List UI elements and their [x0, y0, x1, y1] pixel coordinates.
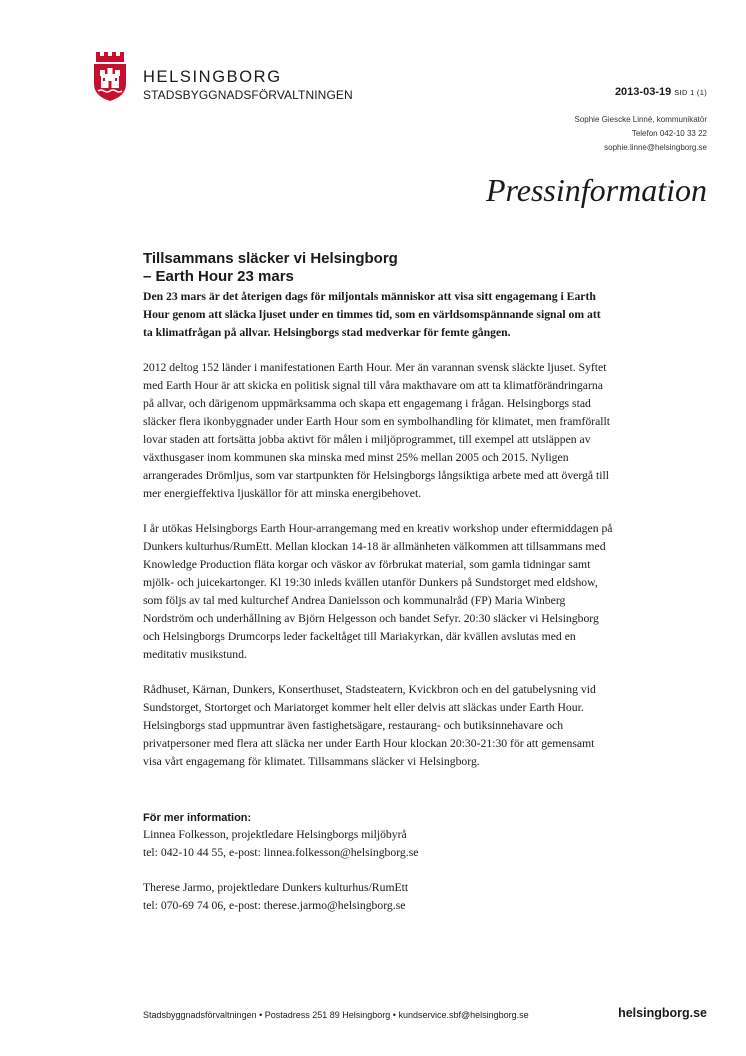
- article-title-line-2: – Earth Hour 23 mars: [143, 268, 294, 285]
- department-name: STADSBYGGNADSFÖRVALTNINGEN: [143, 88, 353, 102]
- article-paragraph-3: Rådhuset, Kärnan, Dunkers, Konserthuset, Stadsteatern, Kvickbron och en del gatubelysning vid Sundstorget, Stortorget och Mariatorget kommer helt eller delvis att släckas under Earth Hour. Helsingborgs stad uppmuntrar även fastighetsägare, restaurang- och butiksinnehavare och privatpersoner med flera att släcka ner under Earth Hour klockan 20:30-21:30 för att gemensamt visa vårt engagemang för klimatet. Tillsammans släcker vi Helsingborg.: [143, 683, 596, 768]
- more-info-heading: För mer information:: [143, 812, 252, 824]
- document-date: 2013-03-19: [614, 86, 672, 98]
- helsingborg-coat-of-arms-icon: [92, 50, 128, 102]
- document-type-heading: Pressinformation: [485, 172, 707, 208]
- contact-1-details: tel: 042-10 44 55, e-post: linnea.folkesson@helsingborg.se: [143, 846, 419, 859]
- article-title: [143, 250, 613, 286]
- contact-phone: Telefon 042-10 33 22: [631, 129, 707, 138]
- footer-website-link[interactable]: helsingborg.se: [618, 1006, 707, 1020]
- contact-1-name: Linnea Folkesson, projektledare Helsingborgs miljöbyrå: [143, 828, 407, 841]
- more-info-section: [143, 810, 613, 915]
- article: [143, 250, 613, 771]
- spacer: [143, 862, 613, 879]
- contact-email: sophie.linne@helsingborg.se: [604, 143, 707, 152]
- article-lead: Den 23 mars är det återigen dags för miljontals människor att visa sitt engagemang i Earth Hour genom att släcka ljuset under en timmes tid, som en världsomspännande signal om att ta klimatfrågan på allvar. Helsingborgs stad medverkar för femte gången.: [143, 290, 601, 339]
- article-paragraph-2: I år utökas Helsingborgs Earth Hour-arrangemang med en kreativ workshop under eftermiddagen på Dunkers kulturhus/RumEtt. Mellan klockan 14-18 är allmänheten välkommen att tillsammans med Knowledge Production fläta korgar och väskor av förbrukat material, som gamla tidningar samt mjölk- och juicekartonger. Kl 19:30 inleds kvällen utanför Dunkers på Sundstorget med eldshow, som följs av tal med kulturchef Andrea Danielsson och kommunalråd (FP) Maria Winberg Nordström och underhållning av Björn Helgesson och bandet Sefyr. 20:30 släcker vi Helsingborg och Helsingborgs Drumcorps leder fackeltåget till Mariakyrkan, där kvällen avslutas med en meditativ musikstund.: [143, 522, 613, 661]
- org-name: HELSINGBORG: [143, 68, 282, 86]
- sender-contact: [574, 113, 707, 155]
- date-line: [615, 86, 707, 98]
- page-number: SID 1 (1): [674, 88, 707, 97]
- footer-address: Stadsbyggnadsförvaltningen • Postadress 251 89 Helsingborg • kundservice.sbf@helsingborg.se: [143, 1010, 529, 1020]
- contact-name: Sophie Giescke Linné, kommunikatör: [574, 115, 707, 124]
- contact-2-name: Therese Jarmo, projektledare Dunkers kulturhus/RumEtt: [143, 881, 409, 894]
- article-paragraph-1: 2012 deltog 152 länder i manifestationen Earth Hour. Mer än varannan svensk släckte ljuset. Syftet med Earth Hour är att skicka en politisk signal till våra makthavare om att ta klimatförändringarna på allvar, och därigenom uppmärksamma och skapa ett engagemang i frågan. Helsingborgs stad släcker flera ikonbyggnader under Earth Hour som en symbolhandling för klimatet, men framförallt lovar staden att fortsätta jobba aktivt för målen i miljöprogrammet, till exempel att utsläppen av växthusgaser inom kommunen ska minska med minst 25% mellan 2005 och 2015. Nyligen arrangerades Drömljus, som var startpunkten för Helsingborgs långsiktiga arbete med att övergå till mer energieffektiva ljuskällor för att minska energibehovet.: [143, 361, 611, 500]
- article-title-line-1: Tillsammans släcker vi Helsingborg: [143, 250, 398, 267]
- contact-2-details: tel: 070-69 74 06, e-post: therese.jarmo@helsingborg.se: [143, 899, 406, 912]
